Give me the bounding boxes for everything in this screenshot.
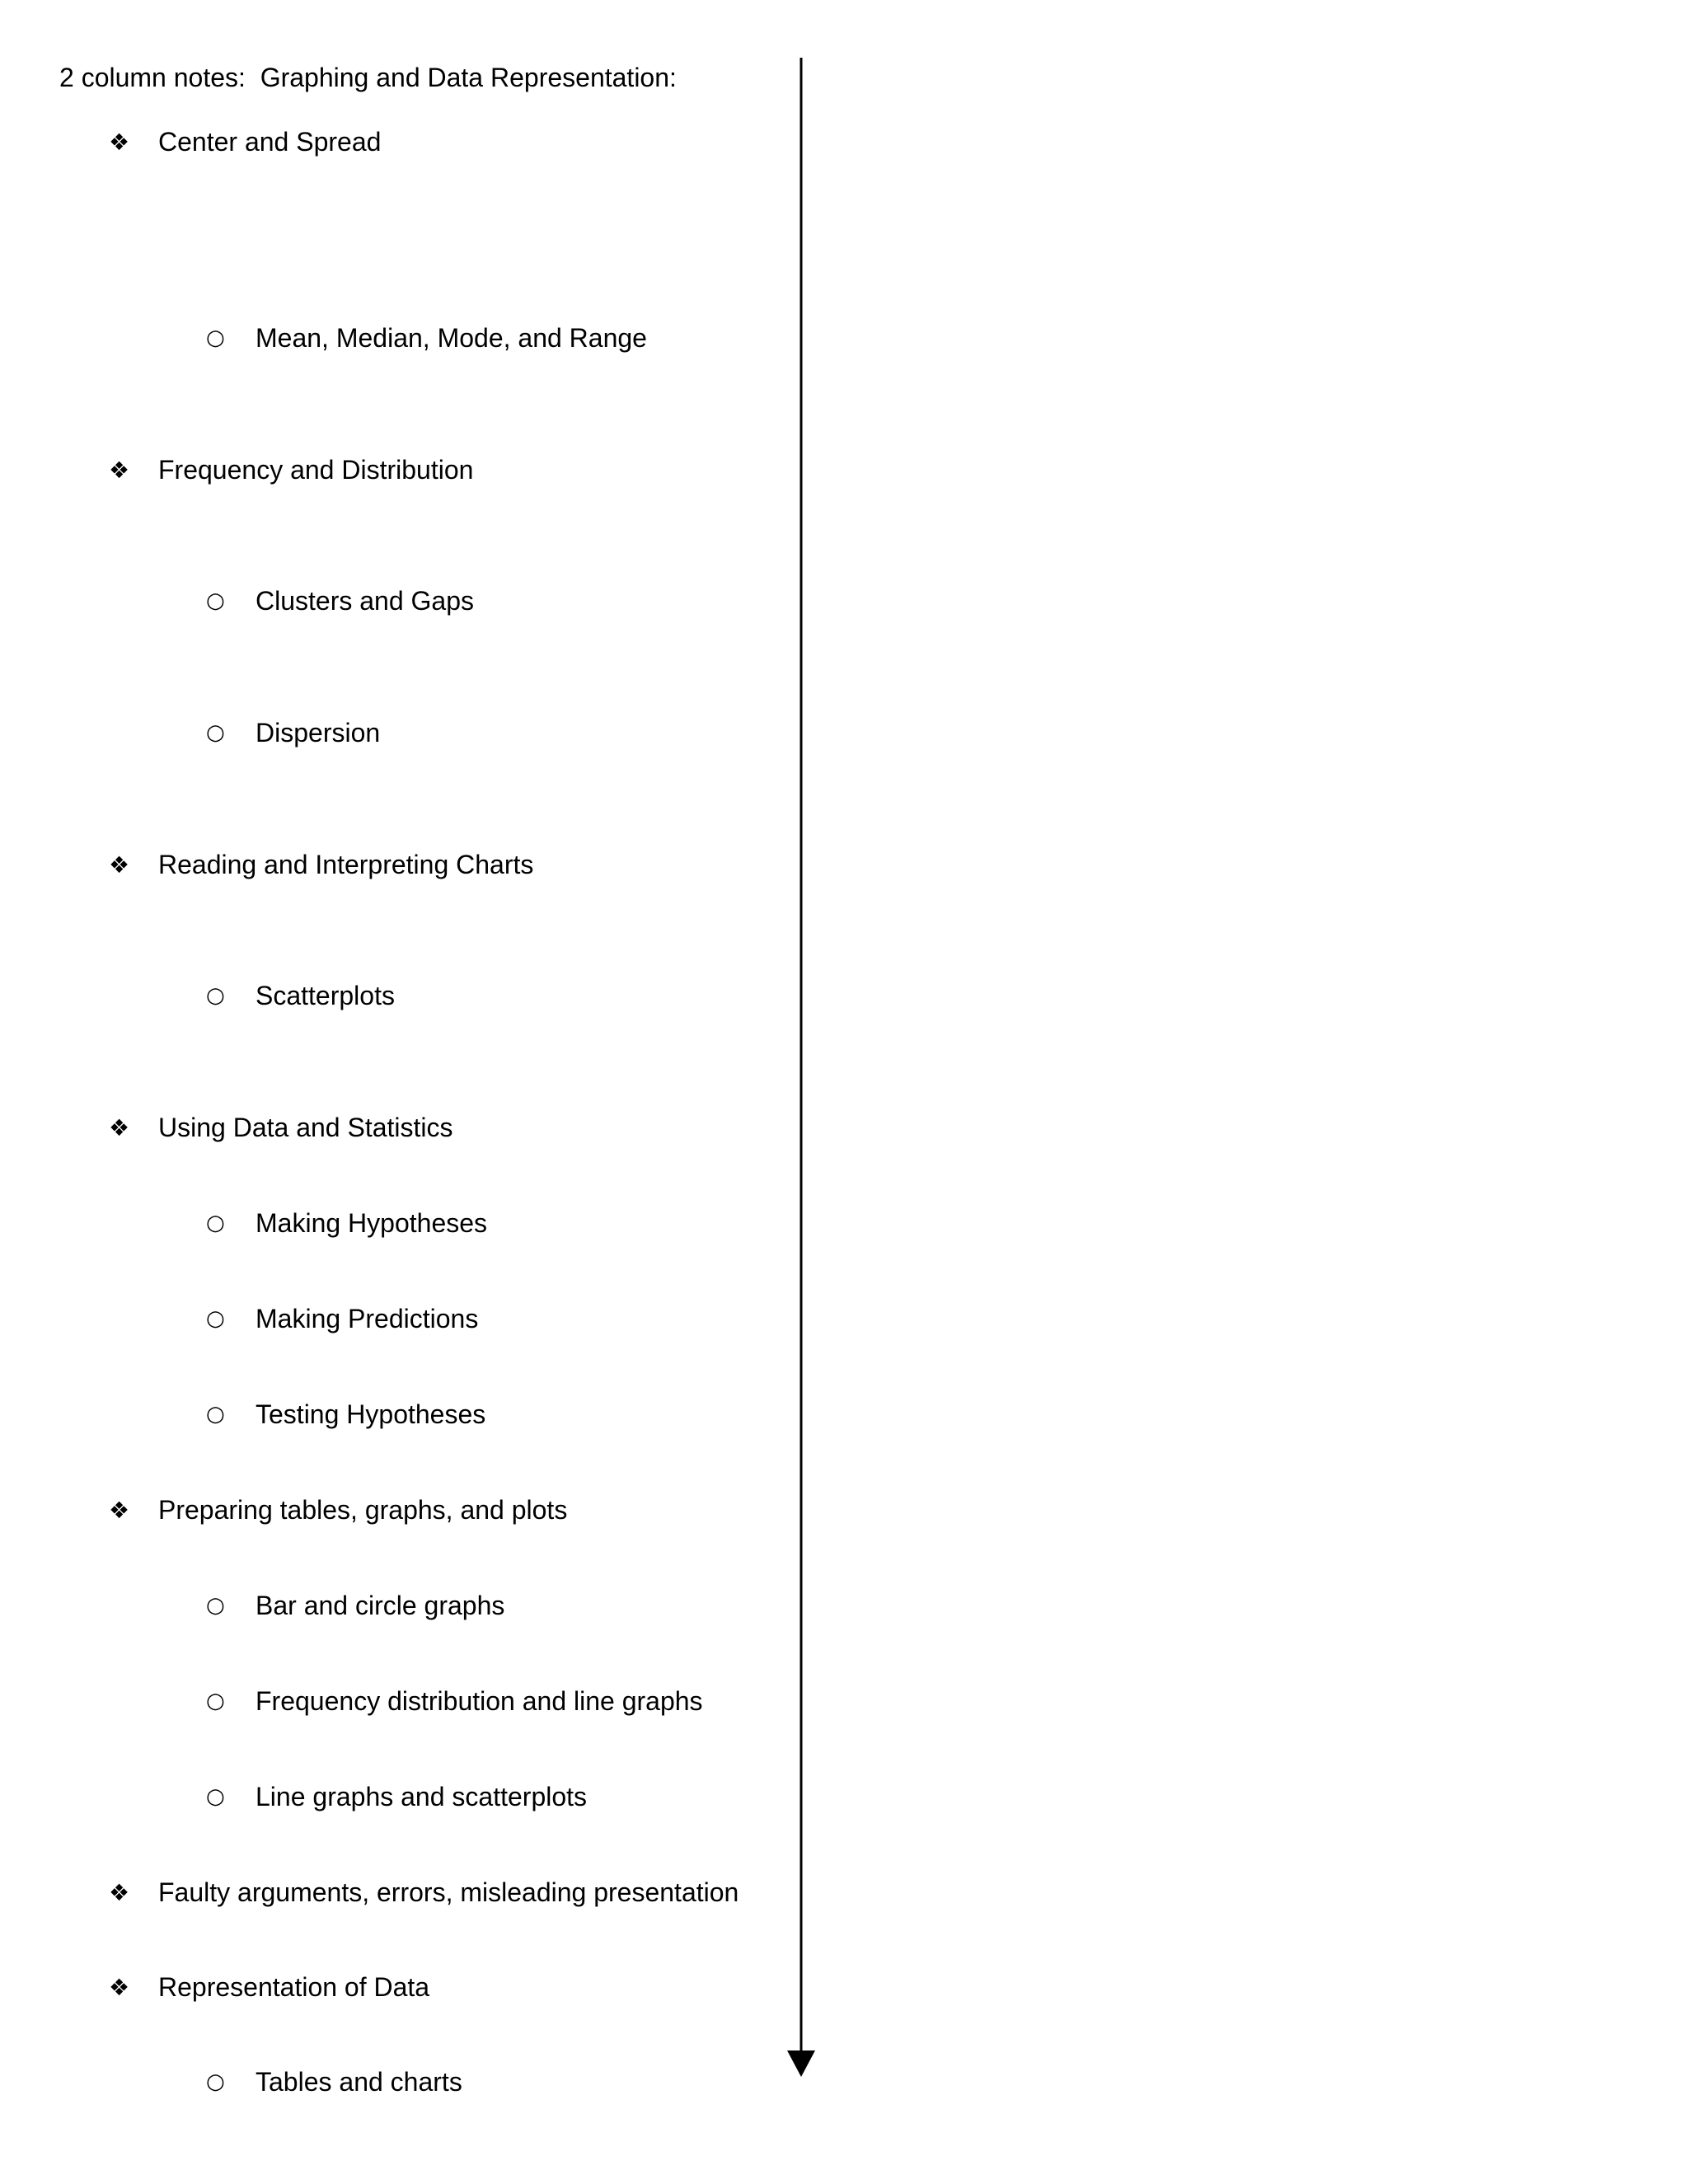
diamond-bullet-icon: ❖ [109, 456, 130, 484]
outline-subitem-label: Frequency distribution and line graphs [256, 1685, 703, 1716]
outline-item-label: Preparing tables, graphs, and plots [158, 1494, 568, 1525]
outline-item-label: Center and Spread [158, 126, 382, 157]
circle-bullet-icon: ○ [206, 326, 225, 350]
diamond-bullet-icon: ❖ [109, 128, 130, 156]
outline-subitem-making-hypotheses [206, 1203, 487, 1243]
diamond-bullet-icon: ❖ [109, 851, 130, 879]
outline-subitem-label: Making Hypotheses [256, 1207, 488, 1238]
outline-subitem-label: Line graphs and scatterplots [256, 1781, 588, 1811]
outline-item-label: Representation of Data [158, 1971, 430, 2002]
outline-subitem-bar-and-circle-graphs [206, 1586, 504, 1625]
outline-item-label: Using Data and Statistics [158, 1112, 453, 1142]
circle-bullet-icon: ○ [206, 983, 225, 1008]
circle-bullet-icon: ○ [206, 1306, 225, 1331]
outline-subitem-testing-hypotheses [206, 1394, 485, 1434]
outline-subitem-tables-and-charts [206, 2062, 462, 2102]
circle-bullet-icon: ○ [206, 2069, 225, 2094]
circle-bullet-icon: ○ [206, 720, 225, 745]
circle-bullet-icon: ○ [206, 1689, 225, 1713]
circle-bullet-icon: ○ [206, 1593, 225, 1618]
circle-bullet-icon: ○ [206, 1784, 225, 1809]
arrow-down-icon [787, 2050, 815, 2077]
outline-subitem-label: Scatterplots [256, 980, 395, 1010]
outline-subitem-label: Clusters and Gaps [256, 585, 475, 616]
outline-subitem-label: Dispersion [256, 717, 381, 748]
circle-bullet-icon: ○ [206, 1402, 225, 1427]
outline-item-preparing-tables-graphs-plots [109, 1490, 567, 1530]
outline-subitem-dispersion [206, 713, 380, 752]
outline-item-using-data-and-statistics [109, 1108, 453, 1147]
outline-subitem-clusters-and-gaps [206, 581, 474, 621]
page-title: 2 column notes: Graphing and Data Representation: [59, 63, 677, 92]
diamond-bullet-icon: ❖ [109, 1878, 130, 1906]
diamond-bullet-icon: ❖ [109, 1973, 130, 2001]
outline-subitem-label: Tables and charts [256, 2066, 462, 2097]
outline-item-label: Reading and Interpreting Charts [158, 849, 534, 879]
outline-item-center-and-spread [109, 122, 381, 162]
circle-bullet-icon: ○ [206, 1211, 225, 1235]
outline-item-faulty-arguments [109, 1872, 738, 1912]
outline-item-frequency-and-distribution [109, 450, 473, 490]
outline-subitem-label: Mean, Median, Mode, and Range [256, 322, 647, 353]
outline-subitem-scatterplots [206, 976, 395, 1015]
outline-item-representation-of-data [109, 1967, 429, 2007]
outline-item-label: Frequency and Distribution [158, 454, 474, 485]
outline-subitem-label: Bar and circle graphs [256, 1590, 505, 1620]
outline-item-reading-and-interpreting-charts [109, 845, 533, 884]
outline-subitem-label: Testing Hypotheses [256, 1399, 486, 1429]
outline-subitem-frequency-distribution-line-graphs [206, 1681, 703, 1721]
outline-subitem-mean-median-mode-range [206, 318, 647, 358]
circle-bullet-icon: ○ [206, 588, 225, 613]
outline-subitem-making-predictions [206, 1299, 478, 1338]
outline-item-label: Faulty arguments, errors, misleading presentation [158, 1877, 739, 1907]
diamond-bullet-icon: ❖ [109, 1113, 130, 1141]
diamond-bullet-icon: ❖ [109, 1496, 130, 1524]
outline-subitem-label: Making Predictions [256, 1303, 479, 1333]
outline-subitem-line-graphs-scatterplots [206, 1777, 587, 1816]
